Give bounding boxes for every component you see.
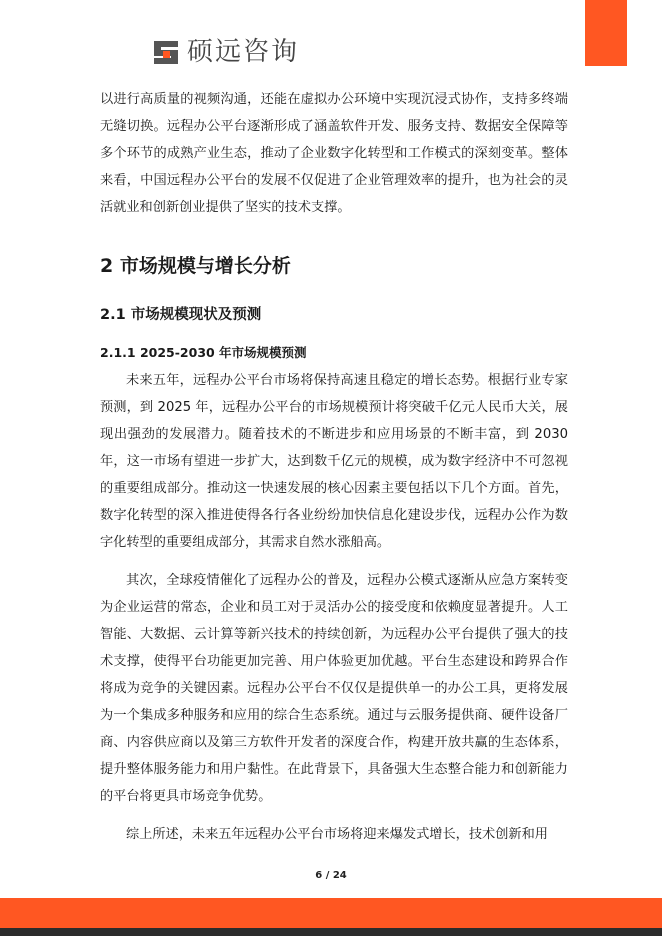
- footer-dark-strip: [0, 928, 662, 936]
- document-body: [100, 86, 568, 848]
- body-paragraph-drivers: 其次，全球疫情催化了远程办公的普及，远程办公模式逐渐从应急方案转变为企业运营的常态，企业和员工对于灵活办公的接受度和依赖度显著提升。人工智能、大数据、云计算等新兴技术的持续创新，为远程办公平台提供了强大的技术支撑，使得平台功能更加完善、用户体验更加优越。平台生态建设和跨界合作将成为竞争的关键因素。远程办公平台不仅仅是提供单一的办公工具，更将发展为一个集成多种服务和应用的综合生态系统。通过与云服务提供商、硬件设备厂商、内容供应商以及第三方软件开发者的深度合作，构建开放共赢的生态体系，提升整体服务能力和用户黏性。在此背景下，具备强大生态整合能力和创新能力的平台将更具市场竞争优势。: [100, 573, 568, 804]
- section-heading: 2 市场规模与增长分析: [100, 255, 291, 277]
- company-logo-text: 硕远咨询: [187, 37, 300, 67]
- subsection-heading: 2.1 市场规模现状及预测: [100, 307, 262, 323]
- company-logo-icon: [151, 37, 181, 67]
- header-accent-tab: [585, 0, 627, 66]
- company-logo: [151, 35, 299, 69]
- subsubsection-heading: 2.1.1 2025-2030 年市场规模预测: [100, 345, 307, 360]
- body-paragraph-forecast: 未来五年，远程办公平台市场将保持高速且稳定的增长态势。根据行业专家预测，到 2025 年，远程办公平台的市场规模预计将突破千亿元人民币大关，展现出强劲的发展潜力。随着技术的不断进步和应用场景的不断丰富，到 2030 年，这一市场有望进一步扩大，达到数千亿元的规模，成为数字经济中不可忽视的重要组成部分。推动这一快速发展的核心因素主要包括以下几个方面。首先，数字化转型的深入推进使得各行各业纷纷加快信息化建设步伐，远程办公作为数字化转型的重要组成部分，其需求自然水涨船高。: [100, 373, 568, 550]
- footer-accent-bar: [0, 898, 662, 928]
- intro-paragraph: 以进行高质量的视频沟通，还能在虚拟办公环境中实现沉浸式协作，支持多终端无缝切换。远程办公平台逐渐形成了涵盖软件开发、服务支持、数据安全保障等多个环节的成熟产业生态，推动了企业数字化转型和工作模式的深刻变革。整体来看，中国远程办公平台的发展不仅促进了企业管理效率的提升，也为社会的灵活就业和创新创业提供了坚实的技术支撑。: [100, 92, 568, 215]
- body-paragraph-summary: 综上所述，未来五年远程办公平台市场将迎来爆发式增长，技术创新和用: [126, 827, 548, 842]
- page-number: 6 / 24: [315, 870, 347, 881]
